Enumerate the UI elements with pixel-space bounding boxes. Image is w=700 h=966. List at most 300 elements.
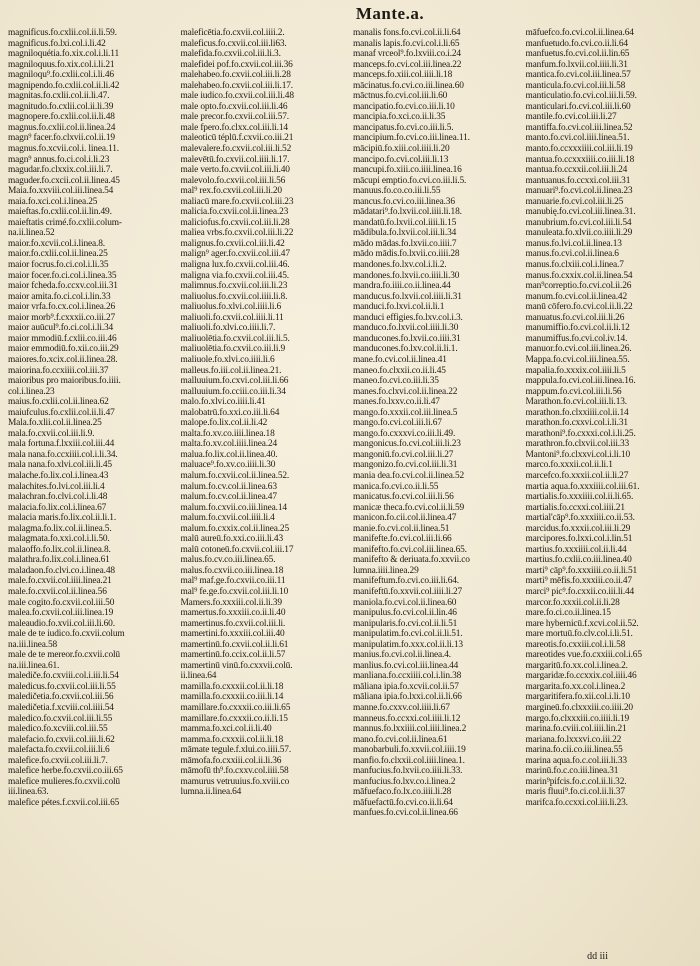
index-entry: maioribus pro maioribus.fo.iiii. (8, 376, 121, 387)
index-entry: malluuium.fo.cxvi.col.iii.li.66 (180, 376, 289, 387)
index-entry: mamertinū.fo.cxvii.col.ii.li.61 (180, 639, 289, 650)
index-entry: martial'cāp⁹.fo.xxxiiii.co.ii.53. (525, 513, 635, 524)
index-entry: malefice herbe.fo.cxvii.co.iii.65 (8, 766, 123, 777)
index-entry: maior focrus.fo.ci.col.i.li.35 (8, 260, 109, 271)
index-entry: maligna via.fo.cxvii.col.iii.45. (180, 270, 289, 281)
index-entry: magnus.fo.cxlii.col.ii.linea.24 (8, 122, 116, 133)
index-entry: mantuanus.fo.ccxxi.col.iii.31 (525, 175, 631, 186)
index-entry: na.ii.linea.52 (8, 228, 55, 239)
index-entry: mamertinus.fo.cxvii.col.iii.li. (180, 618, 286, 629)
index-entry: mantiffa.fo.cvi.col.iii.linea.52 (525, 122, 633, 133)
index-entry: malignus.fo.cxvii.col.iii.li.42 (180, 238, 285, 249)
index-entry: marcor.fo.xxxii.col.ii.li.28 (525, 597, 620, 608)
index-entry: maneo.fo.cvi.co.iii.li.35 (353, 376, 439, 387)
index-entry: na.iii.linea.61. (8, 660, 60, 671)
index-entry: manuleata.fo.xlvii.co.iiii.li.29 (525, 228, 633, 239)
index-entry: manifefto & deriuata.fo.xxvii.co (353, 555, 470, 566)
index-entry: mancipium.fo.cvi.co.iii.linea.11. (353, 133, 470, 144)
index-entry: male.fo.cxvii.col.iiii.linea.21 (8, 576, 112, 587)
index-entry: malū aureū.fo.xxi.co.iii.li.43 (180, 534, 284, 545)
index-entry: manus.fo.lvi.col.ii.linea.13 (525, 238, 622, 249)
index-entry: Mamers.fo.xxxiii.col.ii.li.39 (180, 597, 282, 608)
index-entry: marinū.fo.c.co.iii.linea.31 (525, 766, 619, 777)
index-entry: mango.fo.cvi.col.iii.li.67 (353, 418, 442, 429)
index-column-4 (526, 28, 695, 950)
index-entry: mamertinū.fo.ccix.col.ii.li.57 (180, 650, 286, 661)
index-entry: malum.fo.cv.col.ii.linea.47 (180, 492, 277, 503)
index-entry: manipulatim.fo.xxx.col.ii.li.13 (353, 639, 463, 650)
index-entry: malea.fo.cxvii.col.iii.linea.19 (8, 608, 114, 619)
index-entry: maieftas.fo.cxlii.col.ii.lin.49. (8, 207, 112, 218)
index-entry: magn⁹ facer.fo.clxvii.col.ii.19 (8, 133, 115, 144)
index-entry: malum.fo.cxvii.co.iii.linea.14 (180, 502, 287, 513)
index-entry: maguder.fo.cxcii.col.ii.linea.45 (8, 175, 120, 186)
index-entry: māfuefactū.fo.cvi.co.ii.li.64 (353, 797, 453, 808)
index-entry: maieftatis crimé.fo.cxlii.colum- (8, 217, 122, 228)
index-entry: maliuoli.fo.xlvi.co.iiii.li.7. (180, 323, 276, 334)
index-entry: mamma.fo.xci.col.ii.li.40 (180, 724, 272, 735)
index-entry: manducus.fo.lxvii.col.iiii.li.31 (353, 291, 462, 302)
index-entry: manfues.fo.cvi.col.ii.linea.66 (353, 808, 458, 819)
index-entry: maliuolētia.fo.cxvii.col.iii.li.5. (180, 333, 290, 344)
index-entry: malum.fo.cv.col.ii.linea.63 (180, 481, 277, 492)
index-entry: magudar.fo.clxxix.col.iii.li.7. (8, 165, 113, 176)
index-entry: magnitudo.fo.cxlii.col.ii.li.39 (8, 101, 114, 112)
index-entry: maliuolētia.fo.cxvii.co.iii.li.9 (180, 344, 286, 355)
index-entry: mal⁹ fe.ge.fo.cxvii.col.iii.li.10 (180, 586, 289, 597)
index-entry: maleficētia.fo.cxvii.col.iiii.2. (180, 28, 285, 38)
index-entry: malacia maris.fo.lix.col.ii.li.1. (8, 513, 117, 524)
index-entry: malicia.fo.cxvii.col.ii.linea.23 (180, 207, 289, 218)
index-entry: manifeftū.fo.xxvii.col.iiii.li.27 (353, 586, 463, 597)
index-entry: manlius.fo.cvi.col.iii.linea.44 (353, 660, 459, 671)
index-entry: manfio.fo.clxxii.col.iiii.linea.1. (353, 755, 465, 766)
index-entry: magnus.fo.xcvii.col.i. linea.11. (8, 144, 119, 155)
index-entry: mamilla.fo.cxxxii.co.iii.li.14 (180, 692, 284, 703)
index-entry: māmofū th⁹.fo.cxxv.col.iiii.58 (180, 766, 289, 777)
index-entry: martius.fo.xxxiiii.col.ii.li.44 (525, 544, 627, 555)
index-entry: lumna.ii.linea.64 (180, 787, 242, 798)
index-entry: malefacio.fo.cxvii.col.iii.li.62 (8, 734, 115, 745)
index-entry: malefida.fo.cxvii.col.iii.li.3. (180, 49, 281, 60)
index-entry: manumiffio.fo.cvi.col.ii.li.12 (525, 323, 630, 334)
index-entry: māfuefco.fo.cvi.col.ii.linea.64 (525, 28, 634, 38)
index-entry: manalis fons.fo.cvi.col.ii.li.64 (353, 28, 461, 38)
index-entry: maior vrfa.fo.cx.col.i.linea.26 (8, 302, 116, 313)
index-entry: mal⁹ rex.fo.cxvii.col.iii.li.20 (180, 186, 282, 197)
index-entry: mamertus.fo.xxxiii.co.ii.li.40 (180, 608, 286, 619)
index-entry: malus.fo.cxvii.co.iii.linea.18 (180, 565, 284, 576)
index-entry: margarita.fo.xx.col.i.linea.2 (525, 681, 626, 692)
index-entry: manum.fo.cvi.col.ii.linea.42 (525, 291, 628, 302)
index-entry: margineū.fo.clxxxiii.co.iiii.20 (525, 703, 633, 713)
index-entry: male opto.fo.cxvii.col.iii.li.46 (180, 101, 288, 112)
index-entry: maior amita.fo.ci.col.i.lin.33 (8, 291, 111, 302)
index-entry: malus.fo.cv.co.iii.linea.65. (180, 555, 276, 566)
index-entry: mare mortuū.fo.clv.col.i.li.51. (525, 629, 633, 640)
index-entry: male fpero.fo.clxx.col.iii.li.14 (180, 122, 288, 133)
index-entry: mango.fo.xxxii.col.iii.linea.5 (353, 407, 458, 418)
index-entry: malevolo.fo.cxvii.col.iii.li.56 (180, 175, 286, 186)
index-entry: margo.fo.clxxxiii.co.iiii.li.19 (525, 713, 629, 724)
index-entry: male de te iudico.fo.cxvii.colum (8, 629, 125, 640)
index-entry: mancipo.fo.cvi.col.iii.li.13 (353, 154, 449, 165)
index-entry: male verto.fo.cxvii.col.iii.li.40 (180, 165, 290, 176)
index-entry: manubię.fo.cvi.col.iii.linea.31. (525, 207, 636, 218)
index-entry: mane.fo.cvi.col.ii.linea.41 (353, 354, 447, 365)
index-entry: mal⁹ maf.ge.fo.cxvii.co.iii.11 (180, 576, 286, 587)
index-entry: manticulari.fo.cvi.col.iii.li.60 (525, 101, 631, 112)
index-entry: maledičetia.fo.cxvii.col.iii.56 (8, 692, 114, 703)
index-entry: martia aqua.fo.xxxiiii.col.iii.61. (525, 481, 640, 492)
index-column-1 (8, 28, 177, 950)
index-entry: male.fo.cxvii.col.ii.linea.56 (8, 586, 107, 597)
index-entry: maiorina.fo.ccxiiii.col.iii.37 (8, 365, 109, 376)
index-entry: mala fortuna.f.lxxiii.col.iii.44 (8, 439, 115, 450)
index-entry: manneus.fo.ccxxi.col.iiii.li.12 (353, 713, 461, 724)
signature-mark: dd iii (587, 951, 608, 962)
index-entry: manius.fo.cvi.col.ii.linea.4. (353, 650, 451, 661)
index-entry: malua.fo.lix.col.ii.linea.40. (180, 449, 278, 460)
index-entry: manuus.fo.co.co.iii.li.55 (353, 186, 441, 197)
index-entry: manes.fo.clxvi.col.ii.linea.22 (353, 386, 458, 397)
index-entry: manubrium.fo.cvi.col.iii.li.54 (525, 217, 632, 228)
index-entry: malobatrū.fo.xxi.co.iii.li.64 (180, 407, 280, 418)
index-entry: maior.fo.cxlii.col.ii.linea.25 (8, 249, 108, 260)
index-entry: maliuoli.fo.cxvii.col.iiii.li.11 (180, 312, 284, 323)
index-entry: magnificus.fo.lxi.col.i.li.42 (8, 38, 106, 49)
index-entry: magniloquétia.fo.xix.col.i.li.11 (8, 49, 119, 60)
index-entry: maleficus.fo.cxvii.col.iii.li63. (180, 38, 287, 49)
index-entry: mancupi.fo.xiii.co.iiii.linea.16 (353, 165, 462, 176)
index-entry: marina aqua.fo.c.col.iii.li.33 (525, 755, 627, 766)
index-entry: mala nana.fo.ccxiiii.col.i.li.34. (8, 449, 118, 460)
index-entry: maluace⁹.fo.xv.co.iiii.li.30 (180, 460, 276, 471)
index-entry: mādo mādis.fo.lxvii.co.iiii.28 (353, 249, 460, 260)
index-entry: manie.fo.cvi.col.ii.linea.51 (353, 523, 450, 534)
index-entry: malefidei pof.fo.cxvii.col.iii.36 (180, 59, 293, 70)
index-entry: malefice.fo.cxvii.col.iii.li.7. (8, 755, 108, 766)
index-entry: manipulus.fo.cvi.col.ii.lin.46 (353, 608, 457, 619)
index-entry: manuor.fo.cvi.col.iii.linea.26. (525, 344, 632, 355)
index-entry: mādibula.fo.lxvii.col.iii.li.34 (353, 228, 457, 239)
index-entry: malo.fo.xlvi.co.iiii.li.41 (180, 397, 266, 408)
index-entry: maior mmodiū.f.cxlii.co.iii.46 (8, 333, 117, 344)
index-entry: māmate tegule.f.xlui.co.iiii.57. (180, 745, 292, 756)
index-entry: marathon.fo.cxxvi.col.i.li.31 (525, 418, 628, 429)
index-entry: maniola.fo.cvi.col.ii.linea.60 (353, 597, 457, 608)
index-entry: maior auūcul⁹.fo.ci.col.i.li.34 (8, 323, 114, 334)
index-entry: manliana.fo.ccxiiii.col.i.lin.38 (353, 671, 462, 682)
index-entry: mapalia.fo.xxxix.col.iiii.li.5 (525, 365, 626, 376)
index-entry: maior morb⁹.f.cxxxii.co.iii.27 (8, 312, 116, 323)
index-entry: mamertinū vinū.fo.cxxvii.colū. (180, 660, 293, 671)
index-entry: malevalere.fo.cxvii.col.iii.li.52 (180, 144, 292, 155)
index-entry: mancus.fo.cvi.co.iii.linea.36 (353, 196, 455, 207)
index-entry: manes.fo.lxxv.co.ii.li.47 (353, 397, 440, 408)
index-entry: mamilla.fo.cxxxii.col.ii.li.18 (180, 681, 284, 692)
running-head (0, 4, 700, 26)
index-entry: mandatū.fo.lxvii.col.iiii.li.15 (353, 217, 457, 228)
index-entry: maius.fo.cxlii.col.ii.linea.62 (8, 397, 109, 408)
index-entry: manifefto.fo.cvi.col.iii.linea.65. (353, 544, 467, 555)
index-entry: maliacū mare.fo.cxvii.col.iii.23 (180, 196, 294, 207)
index-entry: martialis.fo.xxxiiii.col.ii.li.65. (525, 492, 634, 503)
index-entry: māliana ipia.fo.xcvii.col.ii.57 (353, 681, 459, 692)
index-entry: mamillare.fo.cxxxii.co.iii.li.65 (180, 703, 291, 713)
index-entry: manuari⁹.fo.cvi.col.ii.linea.23 (525, 186, 633, 197)
index-entry: malagma.fo.lix.col.ii.linea.5. (8, 523, 112, 534)
index-column-2 (181, 28, 350, 950)
index-entry: mangonicus.fo.cvi.col.iii.li.23 (353, 439, 461, 450)
index-entry: mācinatus.fo.cvi.co.iii.linea.60 (353, 80, 464, 91)
index-entry: manobarbuli.fo.xxvii.col.iiii.19 (353, 745, 466, 756)
index-entry: manicatus.fo.cvi.col.iii.li.56 (353, 492, 454, 503)
index-entry: maior.fo.xcvii.col.i.linea.8. (8, 238, 105, 249)
index-entry: maledico.fo.xcviii.col.iii.55 (8, 724, 108, 735)
index-entry: mādatari⁹.fo.lxvii.col.iiii.li.18. (353, 207, 462, 218)
index-columns (8, 28, 694, 950)
index-entry: magniloqu⁹.fo.cxlii.col.i.li.46 (8, 70, 114, 81)
index-entry: manifefte.fo.cvi.col.iii.li.66 (353, 534, 452, 545)
index-entry: marcefco.fo.xxxii.col.ii.li.27 (525, 470, 629, 481)
index-entry: manceps.fo.xiii.col.iiii.li.18 (353, 70, 453, 81)
index-entry: magn⁹ annus.fo.ci.col.i.li.23 (8, 154, 110, 165)
index-entry: manfuetudo.fo.cvi.co.ii.li.64 (525, 38, 628, 49)
index-entry: manduci.fo.lxvi.col.ii.li.1 (353, 302, 445, 313)
index-entry: maior fcheda.fo.ccxv.col.iii.31 (8, 281, 118, 292)
index-entry: manduci effigies.fo.lxv.col.i.3. (353, 312, 463, 323)
index-entry: maiores.fo.xcix.col.ii.linea.28. (8, 354, 118, 365)
index-entry: marathon.fo.clxxiiii.col.ii.14 (525, 407, 629, 418)
index-entry: mamma.fo.cxxxii.col.ii.li.18 (180, 734, 284, 745)
index-entry: malediče.fo.cxviii.col.i.iii.li.54 (8, 671, 119, 682)
index-entry: mantica.fo.cvi.col.iii.linea.57 (525, 70, 631, 81)
index-entry: margaritifera.fo.xii.col.i.li.10 (525, 692, 630, 703)
index-entry: man⁹correptio.fo.cvi.col.ii.26 (525, 281, 632, 292)
index-entry: maliea vrbs.fo.cxvii.col.iii.li.22 (180, 228, 294, 239)
index-entry: malope.fo.lix.col.ii.li.42 (180, 418, 268, 429)
index-entry: magnopere.fo.cxlii.col.ii.li.48 (8, 112, 115, 123)
index-entry: maledico.fo.cxvii.col.iii.li.55 (8, 713, 113, 724)
index-entry: manto.fo.cvi.col.iiii.linea.51. (525, 133, 630, 144)
running-head-text: Mante.a. (355, 4, 425, 23)
index-entry: malum.fo.cxxix.col.ii.linea.25 (180, 523, 289, 534)
index-entry: mango.fo.cxxxvi.co.iii.li.49. (353, 428, 456, 439)
index-entry: mamurus vetruuius.fo.xviii.co (180, 776, 290, 787)
index-entry: marathron.fo.clxvii.col.iii.33 (525, 439, 630, 450)
index-entry: maliciofus.fo.cxvii.col.iii.li.28 (180, 217, 290, 228)
index-entry: māfuefaco.fo.lx.co.iiii.li.28 (353, 787, 452, 798)
index-entry: malefice pétes.f.cxvii.col.iii.65 (8, 797, 120, 808)
index-entry: mādo mādas.fo.lxvii.co.iiii.7 (353, 238, 457, 249)
index-entry: marin⁹pifcis.fo.c.col.ii.li.32. (525, 776, 627, 787)
index-entry: malimnus.fo.cxvii.col.iii.li.23 (180, 281, 288, 292)
index-entry: malum.fo.cxvii.col.ii.linea.52. (180, 470, 290, 481)
index-column-3 (353, 28, 522, 950)
index-entry: manuarie.fo.cvi.col.iii.li.25 (525, 196, 624, 207)
index-entry: maior emmodiū.fo.xii.co.iii.29 (8, 344, 119, 355)
index-entry: ii.linea.64 (180, 671, 217, 682)
index-entry: malachran.fo.clvi.col.i.li.48 (8, 492, 108, 503)
index-entry: manica.fo.cvi.co.ii.li.55 (353, 481, 439, 492)
index-entry: mandra.fo.iiii.co.ii.linea.44 (353, 281, 451, 292)
index-entry: mamertini.fo.xxxiii.col.iii.40 (180, 629, 285, 640)
index-entry: manticulatio.fo.cvi.col.iii.li.59. (525, 91, 637, 102)
index-entry: manfum.fo.lxvii.col.iiii.li.31 (525, 59, 628, 70)
index-entry: manfuetus.fo.cvi.col.ii.lin.65 (525, 49, 630, 60)
index-entry: malache.fo.lix.col.i.linea.43 (8, 470, 109, 481)
index-entry: mancipatus.fo.cvi.co.iii.li.5. (353, 122, 454, 133)
index-entry: na.iii.linea.58 (8, 639, 58, 650)
index-entry: malathra.fo.lix.col.i.linea.61 (8, 555, 110, 566)
index-entry: Marathon.fo.cvi.col.iii.li.13. (525, 397, 627, 408)
index-entry: māctnus.fo.cvi.col.iii.li.60 (353, 91, 448, 102)
index-entry: male iudico.fo.cxvii.col.iii.li.48 (180, 91, 294, 102)
index-entry: mala nana.fo.xlvi.col.iii.li.45 (8, 460, 112, 471)
index-entry: mania dea.fo.cvi.col.ii.linea.52 (353, 470, 465, 481)
index-entry: magnipendo.fo.cxlii.col.ii.li.42 (8, 80, 120, 91)
index-entry: manipularis.fo.cvi.col.ii.li.51 (353, 618, 458, 629)
index-entry: manducones.fo.lxv.col.ii.li.1. (353, 344, 458, 355)
index-entry: manū cōfero.fo.cvi.col.ii.li.22 (525, 302, 633, 313)
index-entry: malluuium.fo.cciii.co.iii.li.34 (180, 386, 286, 397)
index-entry: Mappa.fo.cvi.col.iii.linea.55. (525, 354, 630, 365)
index-entry: manus.fo.cxxix.col.ii.linea.54 (525, 270, 633, 281)
index-entry: mandones.fo.lxvii.co.iiii.li.30 (353, 270, 460, 281)
index-entry: iii.linea.63. (8, 787, 49, 798)
index-entry: malagmata.fo.xxi.col.i.li.50. (8, 534, 110, 545)
index-entry: maia.fo.xci.col.i.linea.25 (8, 196, 98, 207)
index-entry: maliuolus.fo.cxvii.col.iiii.li.8. (180, 291, 288, 302)
index-entry: māmofa.fo.cxxiii.col.ii.li.36 (180, 755, 282, 766)
index-entry: male cogito.fo.cxvii.col.iii.50 (8, 597, 115, 608)
index-entry: mare hybernicū.f.xcvi.col.ii.52. (525, 618, 639, 629)
index-entry: mala.fo.cxvii.col.iii.li.9. (8, 428, 95, 439)
index-entry: magniloquus.fo.xix.col.i.li.21 (8, 59, 115, 70)
index-entry: mare.fo.ci.co.ii.linea.15 (525, 608, 611, 619)
index-entry: māliana ipia.fo.lxxi.col.ii.li.66 (353, 692, 462, 703)
index-entry: marcipores.fo.lxxi.col.i.lin.51 (525, 534, 633, 545)
index-entry: mariana.fo.lxxxvi.co.iii.22 (525, 734, 622, 745)
index-entry: malleus.fo.iii.col.ii.linea.21. (180, 365, 282, 376)
index-entry: mantua.fo.ccxxxiiii.co.iii.li.18 (525, 154, 635, 165)
index-entry: marina.fo.cii.co.iii.linea.55 (525, 745, 623, 756)
index-entry: marcidus.fo.xxxii.col.iii.li.29 (525, 523, 631, 534)
index-entry: maledičetia.f.xcviii.col.iiii.54 (8, 703, 114, 713)
index-entry: malaoffo.fo.lix.col.ii.linea.8. (8, 544, 111, 555)
index-entry: maladaon.fo.clvi.co.i.linea.48 (8, 565, 115, 576)
index-entry: manaf vrceol⁹.fo.lxviii.co.i.24 (353, 49, 461, 60)
index-entry: malum.fo.cxvii.col.iiii.li.4 (180, 513, 275, 524)
index-entry: margaridæ.fo.ccxxix.col.iiii.46 (525, 671, 637, 682)
index-entry: maliuole.fo.xlvi.co.iiii.li.6 (180, 354, 275, 365)
index-entry: manicon.fo.cii.col.ii.linea.47 (353, 513, 457, 524)
index-entry: martius.fo.cxlii.co.iii.linea.40 (525, 555, 632, 566)
index-entry: maior focer.fo.ci.col.i.linea.35 (8, 270, 117, 281)
index-entry: malta.fo.xv.co.iiii.linea.18 (180, 428, 275, 439)
index-entry: mācupi emptio.fo.cvi.co.iii.li.5. (353, 175, 467, 186)
index-entry: maleoticū téplū.f.cxvii.co.iii.21 (180, 133, 294, 144)
index-entry: malacia.fo.lix.col.i.linea.67 (8, 502, 107, 513)
index-entry: male precor.fo.cxvii.col.iii.57. (180, 112, 289, 123)
index-entry: malachites.fo.lvi.col.iii.li.4 (8, 481, 105, 492)
index-entry: maledicus.fo.cxvii.col.iii.li.55 (8, 681, 116, 692)
index-entry: manto.fo.ccxxxiiii.col.iii.li.19 (525, 144, 633, 155)
index-entry: maneo.fo.clxxii.co.ii.li.45 (353, 365, 446, 376)
index-entry: col.i.linea.23 (8, 386, 55, 397)
index-entry: mappum.fo.cvi.col.iii.li.56 (525, 386, 622, 397)
index-entry: Mala.fo.xlii.col.ii.linea.25 (8, 418, 102, 429)
index-entry: manuatus.fo.cvi.col.iii.li.26 (525, 312, 625, 323)
index-entry: marci⁹ pic⁹.fo.cxxii.co.iii.li.44 (525, 586, 635, 597)
index-entry: manne.fo.cxxv.col.iiii.li.67 (353, 703, 450, 713)
index-entry: mareotides vue.fo.cxxiii.col.i.65 (525, 650, 642, 661)
index-entry: martialis.fo.ccxxi.col.iiii.21 (525, 502, 625, 513)
index-entry: marti⁹ cāp⁹.fo.xxxiiii.co.ii.li.51 (525, 565, 638, 576)
index-entry: male de te mereor.fo.cxvii.colū (8, 650, 120, 661)
index-entry: mancipia.fo.xci.co.ii.li.35 (353, 112, 446, 123)
index-entry: malū cotoneū.fo.cxvii.col.iii.17 (180, 544, 294, 555)
index-entry: marathoni⁹.fo.cxxxi.col.i.li.25. (525, 428, 636, 439)
index-entry: malta.fo.xv.col.iiii.linea.24 (180, 439, 278, 450)
index-entry: mandones.fo.lxv.col.i.li.2. (353, 260, 447, 271)
index-entry: mano.fo.cvi.col.ii.linea.61 (353, 734, 448, 745)
index-entry: malehabeo.fo.cxvii.col.iii.li.17. (180, 80, 293, 91)
index-entry: mappula.fo.cvi.col.iii.linea.16. (525, 376, 636, 387)
index-entry: malefacta.fo.cxvii.col.iii.li.6 (8, 745, 110, 756)
index-entry: mancipatio.fo.cvi.co.iii.li.10 (353, 101, 455, 112)
index-entry: maliuolus.fo.xlvi.col.iiii.li.6 (180, 302, 282, 313)
index-entry: mantile.fo.cvi.col.iii.li.27 (525, 112, 617, 123)
index-entry: mangonizo.fo.cvi.col.iii.li.31 (353, 460, 458, 471)
index-entry: mangoniū.fo.cvi.col.iii.li.27 (353, 449, 454, 460)
index-entry: malign⁹ ager.fo.cxvii.col.iii.47 (180, 249, 290, 260)
index-entry: manifeftum.fo.cvi.co.iii.li.64. (353, 576, 460, 587)
index-entry: manfucius.fo.lxvii.co.iiii.li.33. (353, 766, 463, 777)
index-entry: mamillare.fo.cxxxii.co.ii.li.15 (180, 713, 288, 724)
index-entry: maligna lux.fo.cxvii.col.iii.46. (180, 260, 290, 271)
index-entry: manalis lapis.fo.cvi.col.i.li.65 (353, 38, 460, 49)
index-entry: mareotis.fo.cxxiii.col.i.li.58 (525, 639, 626, 650)
index-entry: manumiffus.fo.cvi.col.iv.14. (525, 333, 628, 344)
index-entry: maleaudio.fo.xvii.col.iii.li.60. (8, 618, 115, 629)
index-entry: mācipiū.fo.xiii.col.iiii.li.20 (353, 144, 450, 155)
index-entry: mannus.fo.lxxiiii.col.iiii.linea.2 (353, 724, 467, 735)
index-entry: malevētū.fo.cxvii.col.iiii.li.17. (180, 154, 290, 165)
index-entry: manduco.fo.lxvii.col.iiii.li.30 (353, 323, 459, 334)
index-entry: marco.fo.xxxii.col.ii.li.1 (525, 460, 613, 471)
index-entry: manicæ theca.fo.cvi.col.ii.li.59 (353, 502, 465, 513)
index-entry: magnitas.fo.cxlii.col.ii.li.47. (8, 91, 110, 102)
index-entry: margaritū.fo.xx.col.i.linea.2. (525, 660, 628, 671)
index-entry: magnificus.fo.cxlii.col.ii.li.59. (8, 28, 117, 38)
index-entry: manus.fo.cvi.col.ii.linea.6 (525, 249, 619, 260)
index-entry: marina.fo.cviii.col.iiii.lin.21 (525, 724, 627, 735)
index-entry: marti⁹ mēfis.fo.xxxiii.co.ii.47 (525, 576, 632, 587)
index-entry: Maia.fo.xxviii.col.iii.linea.54 (8, 186, 114, 197)
index-entry: manducones.fo.lxvii.co.iiii.31 (353, 333, 461, 344)
index-entry: maiufculus.fo.cxlii.col.ii.li.47 (8, 407, 115, 418)
index-entry: manfucius.fo.lxv.co.i.linea.2 (353, 776, 456, 787)
index-entry: malehabeo.fo.cxvii.col.iii.li.28 (180, 70, 291, 81)
index-entry: manipulatim.fo.cvi.col.ii.li.51. (353, 629, 463, 640)
index-entry: mantua.fo.ccxxii.col.iii.li.24 (525, 165, 628, 176)
index-entry: lumna.iiii.linea.29 (353, 565, 419, 576)
index-entry: manceps.fo.cvi.col.iii.linea.22 (353, 59, 462, 70)
index-entry: malefice mulieres.fo.cxvii.colū (8, 776, 120, 787)
index-entry: manus.fo.clxiii.col.i.linea.7 (525, 260, 624, 271)
